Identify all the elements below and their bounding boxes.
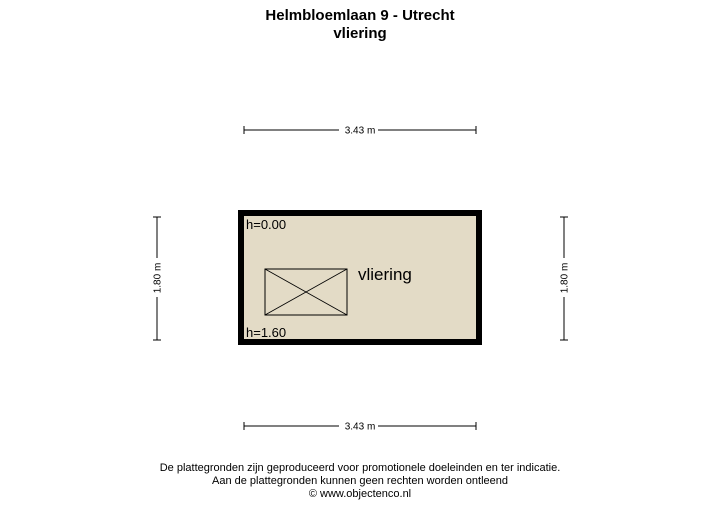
room-vliering	[238, 210, 482, 345]
disclaimer-line-2: Aan de plattegronden kunnen geen rechten worden ontleend	[211, 475, 508, 487]
dimension-bottom	[244, 422, 476, 433]
floor-title: vliering	[333, 25, 387, 42]
dimension-right	[560, 217, 571, 340]
disclaimer-line-1: De plattegronden zijn geproduceerd voor promotionele doeleinden en ter indicatie.	[159, 462, 561, 474]
dimension-top	[244, 126, 476, 137]
dimension-left	[153, 217, 164, 340]
dimension-left-label: 1.80 m	[152, 262, 164, 294]
height-label-bottom: h=1.60	[246, 325, 287, 340]
dimension-bottom-label: 3.43 m	[344, 421, 376, 433]
height-label-top: h=0.00	[246, 217, 287, 232]
copyright-line: © www.objectenco.nl	[308, 488, 412, 500]
dimension-top-label: 3.43 m	[344, 125, 376, 137]
disclaimer	[0, 462, 720, 501]
address-title: Helmbloemlaan 9 - Utrecht	[265, 7, 455, 24]
dimension-right-label: 1.80 m	[559, 262, 571, 294]
room-label: vliering	[358, 265, 412, 284]
